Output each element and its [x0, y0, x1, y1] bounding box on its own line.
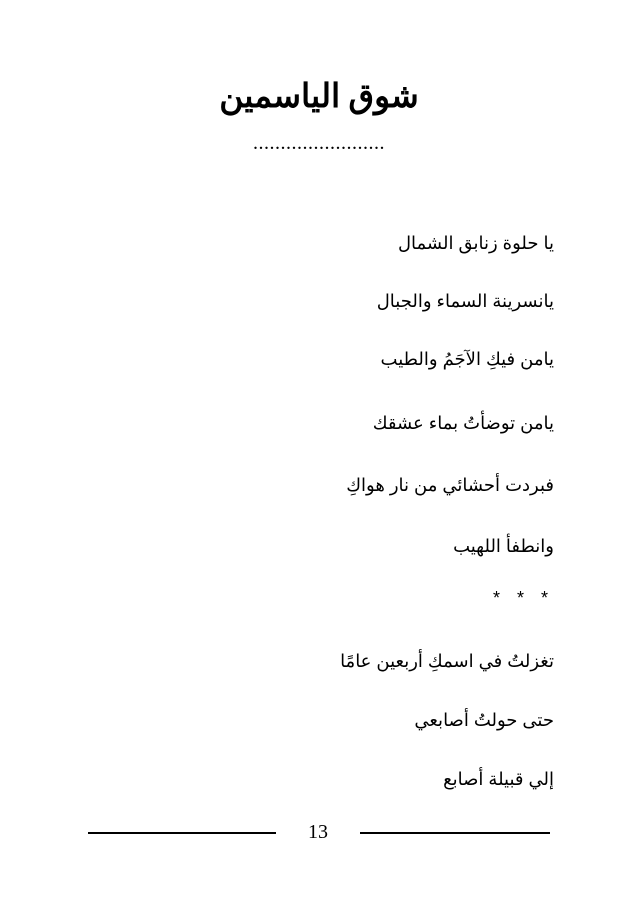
- page-number: 13: [308, 821, 328, 843]
- verse-line: إلي قبيلة أصابع: [443, 769, 554, 789]
- footer-rule-left: [88, 832, 276, 834]
- poem-title: شوق الياسمين: [219, 79, 419, 115]
- verse-line: وانطفأ اللهيب: [453, 536, 554, 556]
- verse-line: يامن توضأتُ بماء عشقك: [372, 413, 554, 433]
- verse-line: يامن فيكِ الآجَمُ والطيب: [380, 349, 554, 369]
- title-separator: ........................: [253, 132, 385, 154]
- verse-line: فبردت أحشائي من نار هواكِ: [346, 475, 554, 495]
- footer-rule-right: [360, 832, 550, 834]
- verse-line: حتى حولتُ أصابعي: [414, 710, 554, 730]
- verse-line: يا حلوة زنابق الشمال: [397, 233, 554, 253]
- section-divider-asterisks: * * *: [492, 588, 554, 608]
- verse-line: يانسرينة السماء والجبال: [376, 291, 554, 311]
- verse-line: تغزلتُ في اسمكِ أربعين عامًا: [340, 651, 554, 671]
